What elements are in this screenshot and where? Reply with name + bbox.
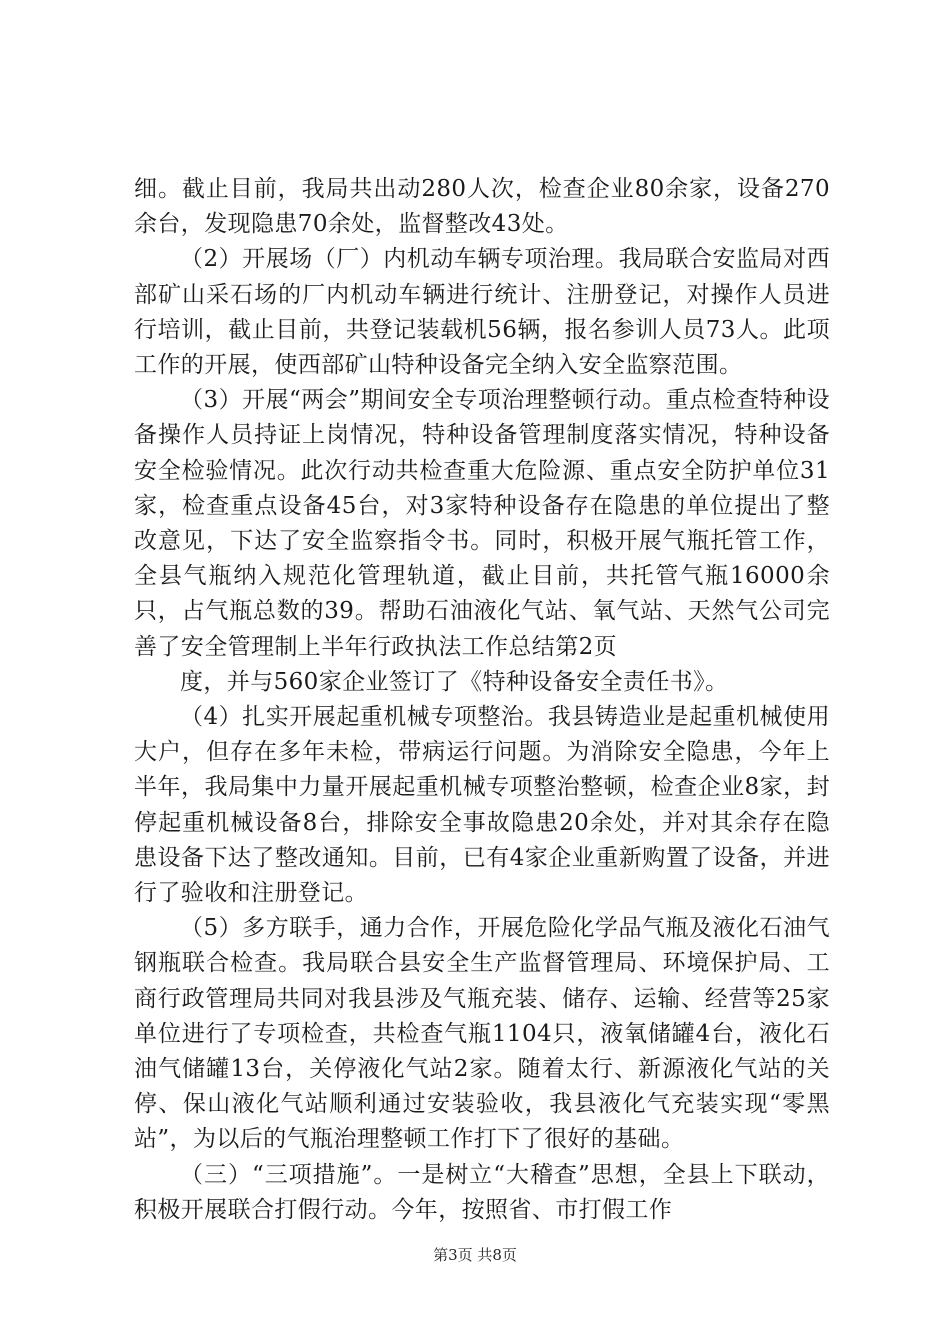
document-body	[134, 172, 830, 1228]
paragraph-three-measures: （三）“三项措施”。一是树立“大稽查”思想，全县上下联动，积极开展联合打假行动。今年，按照省、市打假工作	[134, 1161, 830, 1223]
paragraph-two-sessions-safety: （3）开展“两会”期间安全专项治理整顿行动。重点检查特种设备操作人员持证上岗情况，特种设备管理制度落实情况，特种设备安全检验情况。此次行动共检查重大危险源、重点安全防护单位31家，检查重点设备45台，对3家特种设备存在隐患的单位提出了整改意见，下达了安全监察指令书。同时，积极开展气瓶托管工作，全县气瓶纳入规范化管理轨道，截止目前，共托管气瓶16000余只，占气瓶总数的39。帮助石油液化气站、氧气站、天然气公司完善了安全管理制上半年行政执法工作总结第2页	[134, 387, 830, 660]
paragraph-responsibility-letter: 度，并与560家企业签订了《特种设备安全责任书》。	[180, 668, 729, 695]
paragraph-gas-cylinder-inspection: （5）多方联手，通力合作，开展危险化学品气瓶及液化石油气钢瓶联合检查。我局联合县安全生产监督管理局、环境保护局、工商行政管理局共同对我县涉及气瓶充装、储存、运输、经营等25家单位进行了专项检查，共检查气瓶1104只，液氧储罐4台，液化石油气储罐13台，关停液化气站2家。随着太行、新源液化气站的关停、保山液化气站顺利通过安装验收，我县液化气充装实现“零黑站”，为以后的气瓶治理整顿工作打下了很好的基础。	[134, 915, 830, 1153]
paragraph-crane-rectification: （4）扎实开展起重机械专项整治。我县铸造业是起重机械使用大户，但存在多年未检，带病运行问题。为消除安全隐患，今年上半年，我局集中力量开展起重机械专项整治整顿，检查企业8家，封停起重机械设备8台，排除安全事故隐患20余处，并对其余存在隐患设备下达了整改通知。目前，已有4家企业重新购置了设备，并进行了验收和注册登记。	[134, 704, 830, 907]
paragraph-continuation: 细。截止目前，我局共出动280人次，检查企业80余家，设备270余台，发现隐患70余处，监督整改43处。	[134, 176, 830, 238]
page-footer: 第3页 共8页	[433, 1246, 517, 1264]
paragraph-vehicle-governance: （2）开展场（厂）内机动车辆专项治理。我局联合安监局对西部矿山采石场的厂内机动车辆进行统计、注册登记，对操作人员进行培训，截止目前，共登记装载机56辆，报名参训人员73人。此项工作的开展，使西部矿山特种设备完全纳入安全监察范围。	[134, 246, 830, 379]
